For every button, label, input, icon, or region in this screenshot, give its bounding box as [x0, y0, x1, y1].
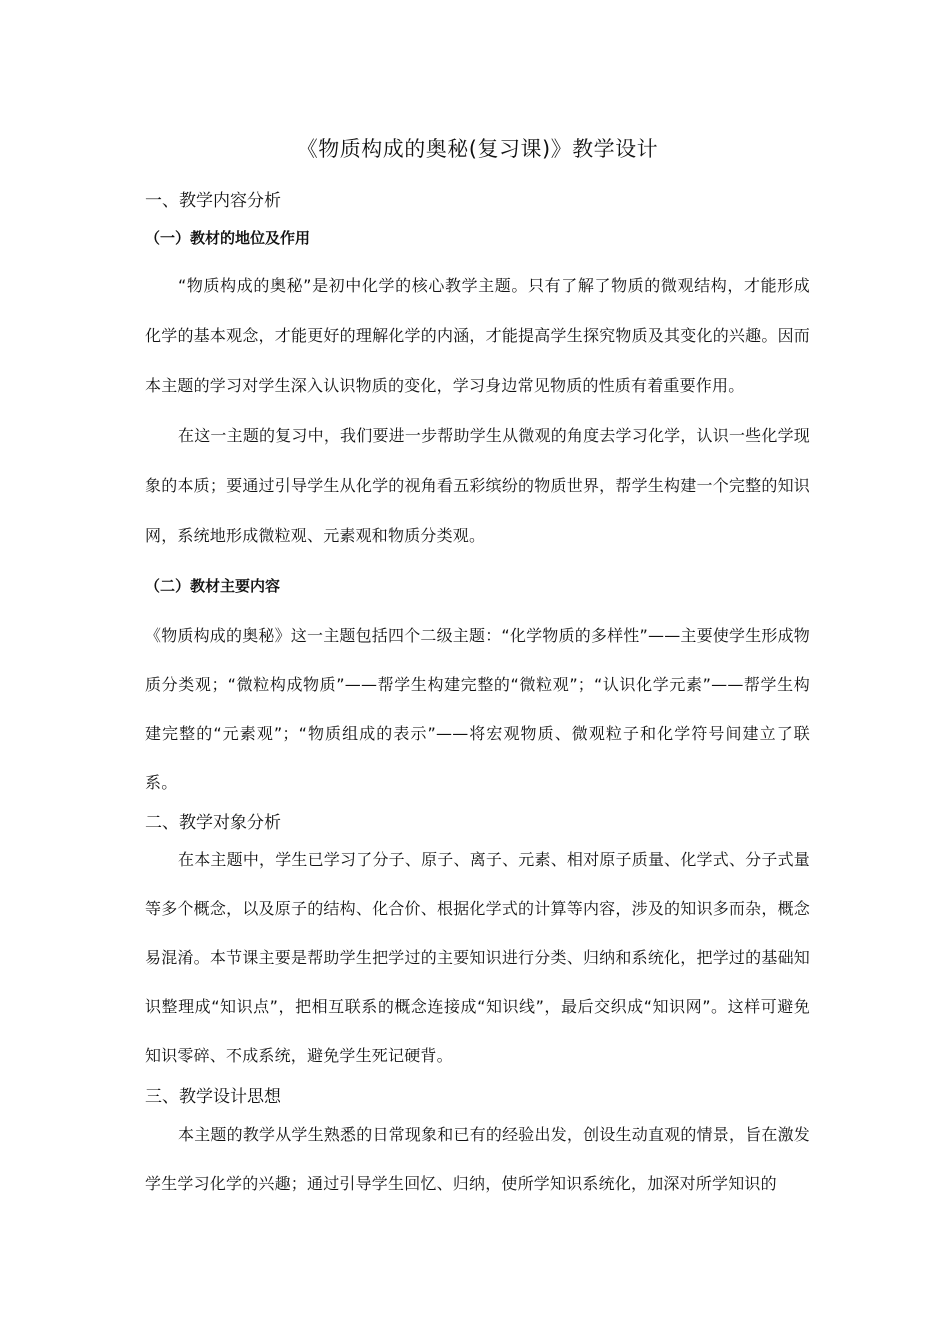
section-heading-content-analysis: 一、教学内容分析	[145, 191, 281, 211]
paragraph-design-idea: 本主题的教学从学生熟悉的日常现象和已有的经验出发，创设生动直观的情景，旨在激发学生学习化学的兴趣；通过引导学生回忆、归纳，使所学知识系统化，加深对所学知识的	[145, 1125, 810, 1193]
paragraph-main-content: 《物质构成的奥秘》这一主题包括四个二级主题：“化学物质的多样性”——主要使学生形成物质分类观；“微粒构成物质”——帮学生构建完整的“微粒观”；“认识化学元素”——帮学生构建完整的“元素观”；“物质组成的表示”——将宏观物质、微观粒子和化学符号间建立了联系。	[145, 626, 810, 792]
paragraph-textbook-role: “物质构成的奥秘”是初中化学的核心教学主题。只有了解了物质的微观结构，才能形成化学的基本观念，才能更好的理解化学的内涵，才能提高学生探究物质及其变化的兴趣。因而本主题的学习对学生深入认识物质的变化，学习身边常见物质的性质有着重要作用。	[145, 276, 810, 395]
subsection-heading-textbook-role: （一）教材的地位及作用	[145, 229, 311, 247]
paragraph-review-goal: 在这一主题的复习中，我们要进一步帮助学生从微观的角度去学习化学，认识一些化学现象的本质；要通过引导学生从化学的视角看五彩缤纷的物质世界，帮学生构建一个完整的知识网，系统地形成微粒观、元素观和物质分类观。	[145, 426, 810, 545]
paragraph-learner-analysis: 在本主题中，学生已学习了分子、原子、离子、元素、相对原子质量、化学式、分子式量等多个概念，以及原子的结构、化合价、根据化学式的计算等内容，涉及的知识多而杂，概念易混淆。本节课主要是帮助学生把学过的主要知识进行分类、归纳和系统化，把学过的基础知识整理成“知识点”，把相互联系的概念连接成“知识线”，最后交织成“知识网”。这样可避免知识零碎、不成系统，避免学生死记硬背。	[145, 850, 810, 1065]
subsection-heading-main-content: （二）教材主要内容	[145, 577, 281, 595]
document-title: 《物质构成的奥秘(复习课)》教学设计	[296, 137, 659, 161]
section-heading-learner-analysis: 二、教学对象分析	[145, 813, 281, 833]
section-heading-design-idea: 三、教学设计思想	[145, 1087, 281, 1107]
